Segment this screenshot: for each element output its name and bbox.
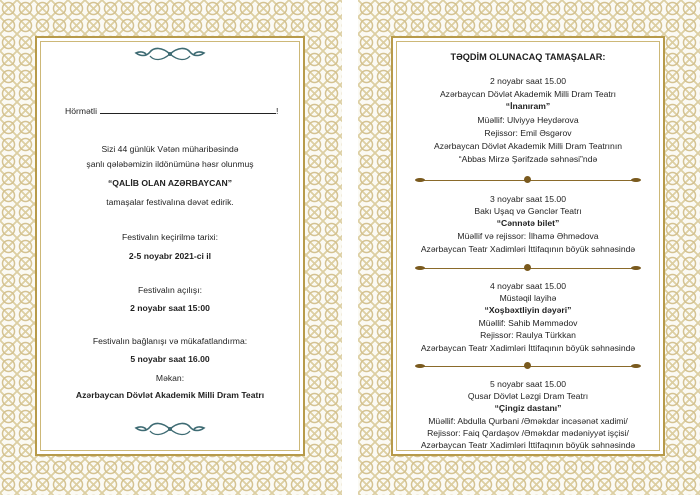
section-divider [417,264,639,273]
opening-value: 2 noyabr saat 15:00 [130,303,210,313]
show-director: Rejissor: Raulya Türkkan [480,330,576,340]
show-director: Rejissor: Faiq Qardaşov /Əməkdar mədəniyyət işçisi/ [427,428,629,438]
show-title: “Cənnətə bilet” [496,218,560,228]
show-author: Müəllif: Ulviyyə Heydərova [477,115,579,125]
show-venue: Azərbaycan Dövlət Akademik Milli Dram Teatrının [433,141,623,151]
invitation-line-1: Sizi 44 günlük Vətən müharibəsində [101,144,239,154]
show-venue: Azərbaycan Teatr Xadimləri İttifaqının böyük səhnəsində [420,343,636,353]
top-scroll-ornament [132,47,208,61]
bottom-scroll-ornament [132,422,208,436]
show-theatre: Bakı Uşaq və Gənclər Teatrı [474,206,582,216]
festival-title: “QALİB OLAN AZƏRBAYCAN” [107,178,232,188]
show-venue-stage: “Abbas Mirzə Şərifzadə səhnəsi”ndə [458,154,598,164]
greeting-end: ! [276,106,279,116]
venue-value: Azərbaycan Dövlət Akademik Milli Dram Teatrı [75,390,265,400]
show-title: “Çingiz dastanı” [494,403,562,413]
greeting-line [65,106,278,116]
show-venue: Azərbaycan Teatr Xadimləri İttifaqının böyük səhnəsində [420,244,636,254]
show-venue: Azərbaycan Teatr Xadimləri İttifaqının böyük səhnəsində [420,440,636,450]
show-theatre: Qusar Dövlət Ləzgi Dram Teatrı [467,391,589,401]
show-theatre: Müstəqil layihə [499,293,557,303]
section-divider [417,176,639,185]
show-author: Müəllif: Sahib Məmmədov [478,318,578,328]
recipient-blank-line [100,106,279,116]
greeting-label: Hörmətli [65,106,97,116]
closing-value: 5 noyabr saat 16.00 [130,354,210,364]
show-theatre: Azərbaycan Dövlət Akademik Milli Dram Teatrı [439,89,617,99]
show-author-director: Müəllif və rejissor: İlhamə Əhmədova [457,231,599,241]
section-divider [417,362,639,371]
invitation-line-2: şanlı qələbəmizin ildönümünə həsr olunmuş [86,159,254,169]
invitation-frame [35,36,305,456]
program-heading: TƏQDİM OLUNACAQ TAMAŞALAR: [450,52,606,62]
invitation-line-3: tamaşalar festivalına dəvət edirik. [106,197,234,207]
show-datetime: 4 noyabr saat 15.00 [490,281,566,291]
show-title: “Xoşbəxtliyin dəyəri” [484,305,572,315]
program-frame [391,36,665,456]
show-datetime: 3 noyabr saat 15.00 [490,194,566,204]
venue-label: Məkan: [155,373,185,383]
show-datetime: 5 noyabr saat 15.00 [490,379,566,389]
show-director: Rejissor: Emil Əsgərov [484,128,572,138]
invitation-page [0,0,342,495]
opening-label: Festivalın açılışı: [138,285,202,295]
show-title: “İnanıram” [505,101,551,111]
program-page [358,0,700,495]
show-author: Müəllif: Abdulla Qurbani /Əməkdar incəsənət xadimi/ [428,416,628,426]
dates-value: 2-5 noyabr 2021-ci il [128,251,212,261]
dates-label: Festivalın keçirilmə tarixi: [122,232,218,242]
show-datetime: 2 noyabr saat 15.00 [490,76,566,86]
closing-label: Festivalın bağlanışı və mükafatlandırma: [92,336,248,346]
